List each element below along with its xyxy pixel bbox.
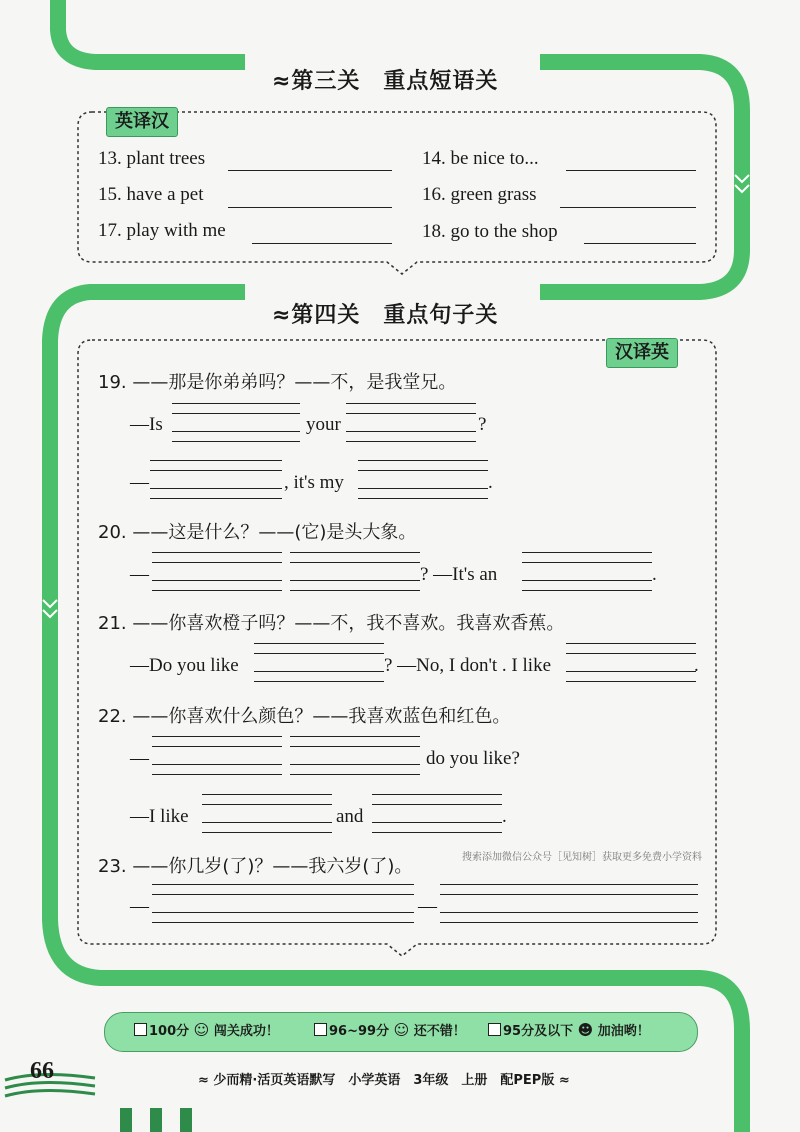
smile-face-icon: ☺ [393,1021,410,1039]
q19-its-my: , it's my [284,472,344,493]
q19-blank-1[interactable] [172,403,300,414]
score-100-text: 闯关成功！ [213,1024,279,1039]
q22-and: and [336,806,364,827]
q22-blank-3[interactable] [202,794,332,805]
q21-blank-1b[interactable] [254,671,384,682]
q23-blank-1b[interactable] [152,912,414,923]
score-95[interactable] [488,1020,650,1039]
score-95-label: 95分及以下 [503,1024,574,1039]
phrase-17-blank[interactable] [252,243,392,244]
q20-blank-3b[interactable] [522,580,652,591]
q20-blank-1[interactable] [152,552,282,563]
q20-prompt: 20. ——这是什么？——(它)是头大象。 [98,522,417,543]
section3-title: ≈第三关 重点短语关 [272,69,499,94]
section3-tag: 英译汉 [106,107,178,137]
q22-do-you-like: do you like? [426,748,520,769]
q21-blank-2[interactable] [566,643,696,654]
q19-blank-2b[interactable] [346,431,476,442]
checkbox-icon[interactable] [488,1023,501,1036]
score-96-label: 96~99分 [329,1024,390,1039]
q23-blank-2b[interactable] [440,912,698,923]
score-95-text: 加油哟！ [597,1024,650,1039]
q22-i-like: —I like [130,806,189,827]
q19-your: your [306,414,341,435]
q23-dash-1: — [130,896,149,917]
q22-blank-3b[interactable] [202,822,332,833]
phrase-13-blank[interactable] [228,170,392,171]
section4-title: ≈第四关 重点句子关 [272,303,499,328]
phrase-16-blank[interactable] [560,207,696,208]
happy-face-icon: ☺ [193,1021,210,1039]
q20-blank-2b[interactable] [290,580,420,591]
checkbox-icon[interactable] [314,1023,327,1036]
q19-dash: — [130,472,149,493]
phrase-14: 14. be nice to... [422,148,539,169]
q19-blank-4b[interactable] [358,488,488,499]
phrase-13: 13. plant trees [98,148,206,169]
q20-blank-3[interactable] [522,552,652,563]
q22-prompt: 22. ——你喜欢什么颜色？——我喜欢蓝色和红色。 [98,706,511,727]
watermark: 搜索添加微信公众号［见知树］获取更多免费小学资料 [462,852,702,863]
phrase-16: 16. green grass [422,184,537,205]
q22-blank-4b[interactable] [372,822,502,833]
checkbox-icon[interactable] [134,1023,147,1036]
score-96-text: 还不错！ [413,1024,466,1039]
page-number: 66 [30,1058,54,1084]
q19-prompt: 19. ——那是你弟弟吗？——不，是我堂兄。 [98,372,457,393]
q19-blank-2[interactable] [346,403,476,414]
phrase-15: 15. have a pet [98,184,204,205]
q23-blank-2[interactable] [440,884,698,895]
q23-prompt: 23. ——你几岁(了)？——我六岁(了)。 [98,856,413,877]
q22-dash: — [130,748,149,769]
q21-do-you-like: —Do you like [130,655,239,676]
q20-blank-2[interactable] [290,552,420,563]
q19-is: —Is [130,414,163,435]
q22-blank-4[interactable] [372,794,502,805]
q20-its-an: ? —It's an [420,564,498,585]
score-100-label: 100分 [149,1024,190,1039]
q22-blank-1b[interactable] [152,764,282,775]
q20-blank-1b[interactable] [152,580,282,591]
q19-blank-4[interactable] [358,460,488,471]
q19-blank-3[interactable] [150,460,282,471]
q21-blank-1[interactable] [254,643,384,654]
q19-period: . [488,472,493,493]
score-96[interactable] [314,1020,466,1039]
q22-blank-1[interactable] [152,736,282,747]
q20-dash: — [130,564,149,585]
book-info: ≈ 少而精·活页英语默写 小学英语 3年级 上册 配PEP版 ≈ [198,1073,570,1088]
q23-blank-1[interactable] [152,884,414,895]
q19-blank-3b[interactable] [150,488,282,499]
q21-no: ? —No, I don't . I like [384,655,552,676]
q19-blank-1b[interactable] [172,431,300,442]
phrase-15-blank[interactable] [228,207,392,208]
q22-blank-2[interactable] [290,736,420,747]
phrase-18-blank[interactable] [584,243,696,244]
q22-blank-2b[interactable] [290,764,420,775]
phrase-14-blank[interactable] [566,170,696,171]
phrase-18: 18. go to the shop [422,221,558,242]
section4-tag: 汉译英 [606,338,678,368]
q19-qmark: ? [478,414,487,435]
cheer-face-icon: ☻ [577,1021,594,1039]
phrase-17: 17. play with me [98,220,226,241]
q21-blank-2b[interactable] [566,671,696,682]
q21-prompt: 21. ——你喜欢橙子吗？——不，我不喜欢。我喜欢香蕉。 [98,613,565,634]
q23-dash-2: — [418,896,437,917]
q22-period: . [502,806,507,827]
score-100[interactable] [134,1020,279,1039]
q21-period: . [694,655,699,676]
q20-period: . [652,564,657,585]
